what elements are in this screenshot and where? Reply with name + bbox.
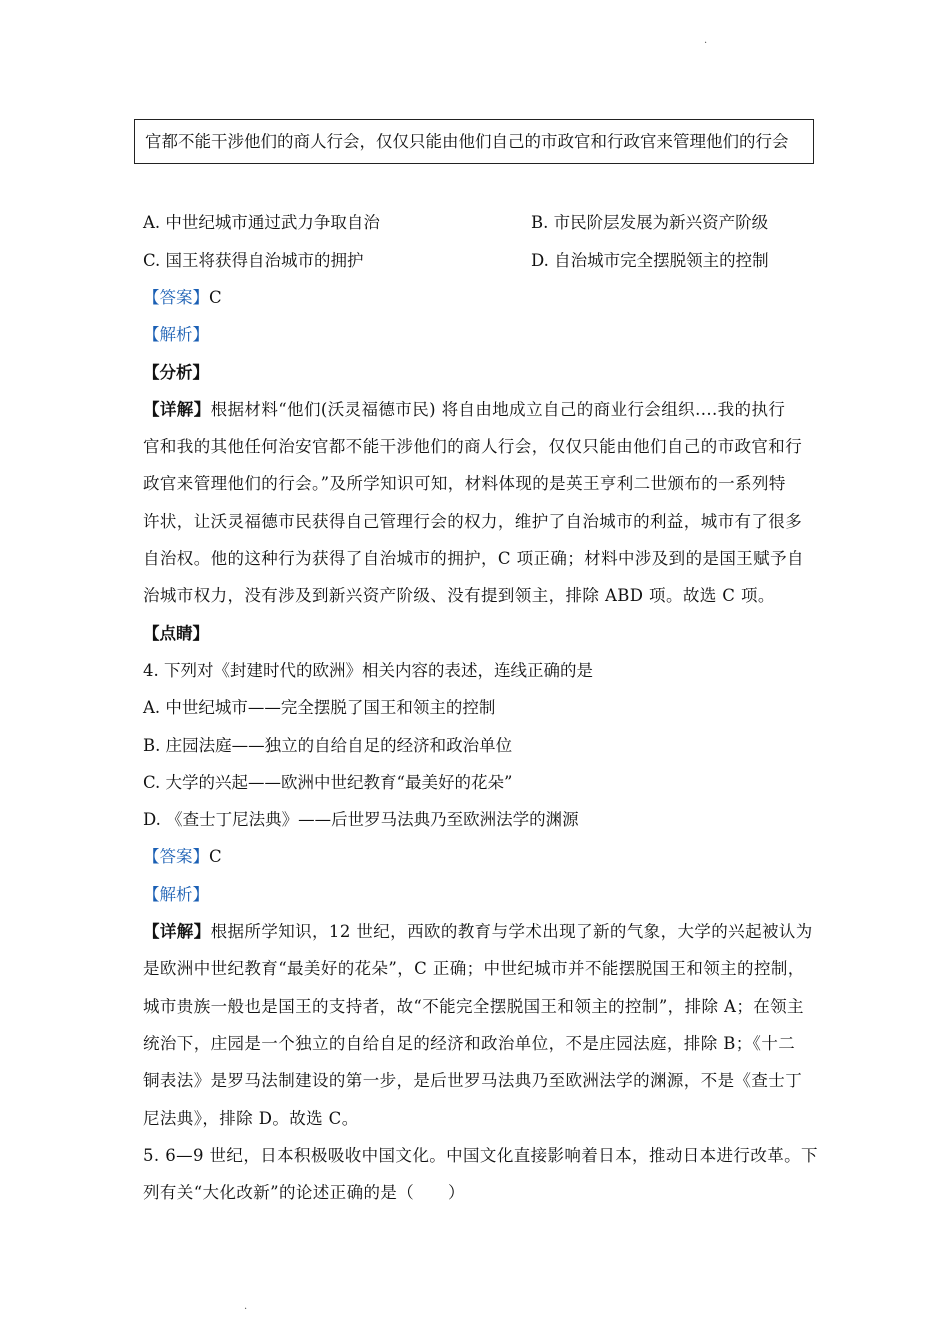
q4-option-d: D. 《查士丁尼法典》——后世罗马法典乃至欧洲法学的渊源	[143, 810, 579, 829]
dianjing-heading: 【点睛】	[143, 624, 209, 643]
option-d: D. 自治城市完全摆脱领主的控制	[531, 251, 769, 270]
option-b: B. 市民阶层发展为新兴资产阶级	[531, 213, 769, 232]
answer-value: C	[209, 288, 222, 307]
analysis-label: 解析	[159, 325, 193, 344]
q4-detail-line-2: 是欧洲中世纪教育“最美好的花朵”，C 正确；中世纪城市并不能摆脱国王和领主的控制，	[143, 959, 805, 978]
q4-option-b: B. 庄园法庭——独立的自给自足的经济和政治单位	[143, 736, 513, 755]
q4-detail-label: 详解	[159, 922, 194, 941]
q4-detail-line-5: 铜表法》是罗马法制建设的第一步，是后世罗马法典乃至欧洲法学的渊源，不是《查士丁	[143, 1071, 803, 1090]
option-c: C. 国王将获得自治城市的拥护	[143, 251, 364, 270]
source-quote-box: 官都不能干涉他们的商人行会，仅仅只能由他们自己的市政官和行政官来管理他们的行会	[134, 119, 814, 164]
answer-line: 【答案】C	[143, 288, 222, 307]
q4-option-c: C. 大学的兴起——欧洲中世纪教育“最美好的花朵”	[143, 773, 513, 792]
question-5-stem-line-2: 列有关“大化改新”的论述正确的是（ ）	[143, 1183, 465, 1202]
detail-line-3: 政官来管理他们的行会。”及所学知识可知，材料体现的是英王亨利二世颁布的一系列特	[143, 474, 786, 493]
question-4-stem: 4. 下列对《封建时代的欧洲》相关内容的表述，连线正确的是	[143, 661, 593, 680]
detail-line-4: 许状，让沃灵福德市民获得自己管理行会的权力，维护了自治城市的利益，城市有了很多	[143, 512, 803, 531]
question-5-stem-line-1: 5. 6—9 世纪，日本积极吸收中国文化。中国文化直接影响着日本，推动日本进行改革。下	[143, 1146, 818, 1165]
fenxi-heading: 【分析】	[143, 363, 209, 382]
q4-detail-line-3: 城市贵族一般也是国王的支持者，故“不能完全摆脱国王和领主的控制”，排除 A；在领主	[143, 997, 804, 1016]
q4-detail-line-4: 统治下，庄园是一个独立的自给自足的经济和政治单位，不是庄园法庭，排除 B；《十二	[143, 1034, 796, 1053]
detail-line-2: 官和我的其他任何治安官都不能干涉他们的商人行会，仅仅只能由他们自己的市政官和行	[143, 437, 803, 456]
q4-detail-line-1: 【详解】根据所学知识，12 世纪，西欧的教育与学术出现了新的气象，大学的兴起被认为	[143, 922, 813, 941]
detail-line-1: 【详解】根据材料“他们(沃灵福德市民) 将自由地成立自己的商业行会组织....我的执行	[143, 400, 786, 419]
page-mark-dot: .	[704, 35, 708, 46]
option-a: A. 中世纪城市通过武力争取自治	[143, 213, 380, 232]
q4-answer-value: C	[209, 847, 222, 866]
detail-label: 详解	[159, 400, 194, 419]
q4-detail-line-6: 尼法典》，排除 D。故选 C。	[143, 1109, 359, 1128]
detail-line-6: 治城市权力，没有涉及到新兴资产阶级、没有提到领主，排除 ABD 项。故选 C 项。	[143, 586, 775, 605]
analysis-heading: 【解析】	[143, 325, 209, 344]
fenxi-label: 分析	[159, 363, 193, 382]
q4-answer-label: 答案	[159, 847, 193, 866]
q4-analysis-label: 解析	[159, 885, 193, 904]
page-mark-dot-bottom: .	[244, 1301, 248, 1312]
q4-answer-line: 【答案】C	[143, 847, 222, 866]
answer-label: 答案	[159, 288, 193, 307]
q4-option-a: A. 中世纪城市——完全摆脱了国王和领主的控制	[143, 698, 496, 717]
detail-line-5: 自治权。他的这种行为获得了自治城市的拥护，C 项正确；材料中涉及到的是国王赋予自	[143, 549, 804, 568]
dianjing-label: 点睛	[159, 624, 193, 643]
q4-analysis-heading: 【解析】	[143, 885, 209, 904]
